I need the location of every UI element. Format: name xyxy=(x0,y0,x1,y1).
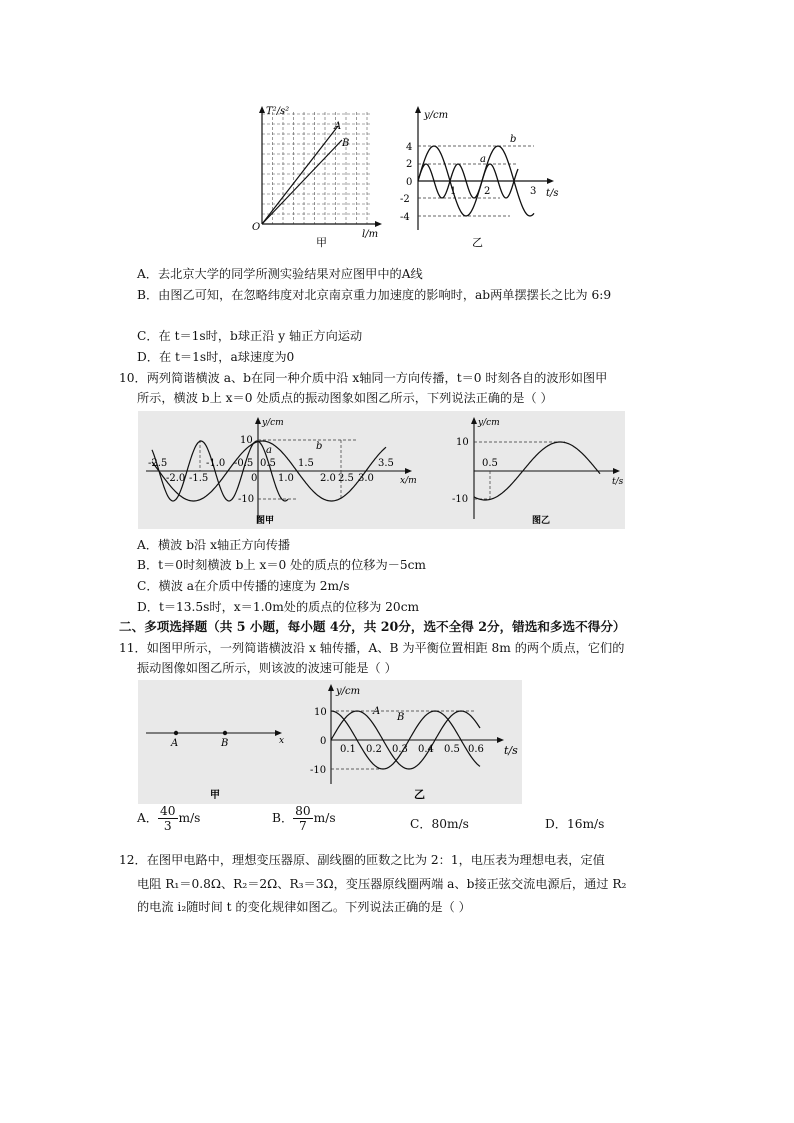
q10-option-d: D．t＝13.5s时，x＝1.0m处的质点的位移为 20cm xyxy=(137,600,420,614)
caption: 图乙 xyxy=(532,516,551,526)
x-tick-0.5: 0.5 xyxy=(482,458,498,469)
x-arrow xyxy=(497,737,504,743)
q10-stem-line1: 10．两列简谐横波 a、b在同一种介质中沿 x轴同一方向传播，t＝0 时刻各自的波形如图甲 xyxy=(119,371,608,385)
denominator: 7 xyxy=(299,819,307,833)
y-tick-m10: -10 xyxy=(452,494,469,505)
y-arrow xyxy=(259,106,265,113)
q11-option-c: C．80m/s xyxy=(410,817,469,831)
curve-a-label: A xyxy=(373,706,381,717)
q11-stem-line2: 振动图像如图乙所示，则该波的波速可能是（ ） xyxy=(137,661,397,675)
x-label: x xyxy=(279,736,285,746)
point-a xyxy=(174,731,178,735)
q10-wave-graph-jia xyxy=(138,411,428,529)
q11-option-a xyxy=(137,804,200,833)
option-letter: A． xyxy=(137,811,158,825)
tick-y-0: 0 xyxy=(406,177,413,188)
x-arrow xyxy=(405,468,412,474)
x-tick-m2.0: -2.0 xyxy=(166,473,186,484)
wave-b-label: b xyxy=(316,441,323,452)
tick-x-2: 2 xyxy=(484,186,491,197)
tick-y-4: 4 xyxy=(406,142,413,153)
numerator: 80 xyxy=(295,804,311,818)
x-tick-0.3: 0.3 xyxy=(392,744,408,755)
q12-stem-line2: 电阻 R₁＝0.8Ω、R₂＝2Ω、R₃＝3Ω，变压器原线圈两端 a、b接正弦交流电源后，通过 R₂ xyxy=(137,877,627,891)
x-tick-3.0: 3.0 xyxy=(358,473,374,484)
tick-x-1: 1 xyxy=(450,186,457,197)
q9-option-d: D．在 t＝1s时，a球速度为0 xyxy=(137,350,295,364)
denominator: 3 xyxy=(163,819,172,833)
tick-y-2: 2 xyxy=(406,159,413,170)
wave-a-label: a xyxy=(266,445,272,456)
y-arrow xyxy=(415,106,421,113)
q9-option-c: C．在 t＝1s时，b球正沿 y 轴正方向运动 xyxy=(137,329,363,343)
fraction xyxy=(158,804,178,833)
tick-x-3: 3 xyxy=(530,186,537,197)
q11-option-d: D．16m/s xyxy=(545,817,605,831)
x-tick-3.5: 3.5 xyxy=(378,458,394,469)
x-tick-2.5: 2.5 xyxy=(338,473,354,484)
y-label: y/cm xyxy=(336,686,361,697)
x-arrow xyxy=(613,468,620,474)
numerator: 40 xyxy=(160,804,176,818)
q10-option-b: B．t＝0时刻横波 b上 x＝0 处的质点的位移为－5cm xyxy=(137,558,426,572)
oscillation-graph-yi xyxy=(400,104,560,249)
y-tick-0: 0 xyxy=(320,736,327,747)
q11-position-graph-jia xyxy=(138,680,308,804)
x-label: t/s xyxy=(546,188,559,199)
line-b-label: B xyxy=(342,138,350,149)
curve-b-label: B xyxy=(397,712,405,723)
x-tick-1.5: 1.5 xyxy=(298,458,314,469)
q10-option-a: A．横波 b沿 x轴正方向传播 xyxy=(137,538,291,552)
line-a-label: A xyxy=(334,121,342,132)
line-b xyxy=(262,140,342,224)
x-tick-m2.5: -2.5 xyxy=(148,458,168,469)
x-tick-0.4: 0.4 xyxy=(418,744,434,755)
q11-vibration-graph-yi xyxy=(300,680,530,804)
x-tick-0.5: 0.5 xyxy=(444,744,460,755)
q10-stem-line2: 所示，横波 b上 x＝0 处质点的振动图象如图乙所示，下列说法正确的是（ ） xyxy=(137,391,553,405)
curve-b-label: b xyxy=(510,134,517,145)
y-tick-10: 10 xyxy=(314,707,327,718)
q10-vibration-graph-yi xyxy=(440,411,630,529)
caption: 乙 xyxy=(414,788,425,801)
curve-a-label: a xyxy=(480,154,486,165)
fraction xyxy=(293,804,313,833)
x-tick-0.2: 0.2 xyxy=(366,744,382,755)
x-tick-m0.5: -0.5 xyxy=(234,458,254,469)
x-tick-2.0: 2.0 xyxy=(320,473,336,484)
y-arrow xyxy=(328,684,334,691)
x-tick-0.1: 0.1 xyxy=(340,744,356,755)
y-tick-m10: -10 xyxy=(238,494,255,505)
y-label: y/cm xyxy=(478,418,500,428)
x-tick-m1.5: -1.5 xyxy=(189,473,209,484)
q9-option-a: A．去北京大学的同学所测实验结果对应图甲中的A线 xyxy=(137,267,423,281)
unit: m/s xyxy=(313,811,336,825)
q12-stem-line1: 12．在图甲电路中，理想变压器原、副线圈的匝数之比为 2：1，电压表为理想电表，定值 xyxy=(119,853,605,867)
tick-y-m4: -4 xyxy=(400,212,410,223)
caption: 甲 xyxy=(316,236,327,249)
pendulum-graph-jia xyxy=(250,104,420,249)
caption: 图甲 xyxy=(256,516,275,526)
point-a-label: A xyxy=(171,738,179,749)
y-tick-10: 10 xyxy=(456,437,469,448)
y-tick-10: 10 xyxy=(240,435,253,446)
x-tick-1.0: 1.0 xyxy=(278,473,294,484)
tick-y-m2: -2 xyxy=(400,194,410,205)
line-a xyxy=(262,126,338,224)
point-b xyxy=(223,731,227,735)
y-arrow xyxy=(471,417,477,424)
x-label: t/s xyxy=(504,744,518,757)
x-arrow xyxy=(375,221,382,227)
x-tick-m1.0: -1.0 xyxy=(206,458,226,469)
x-arrow xyxy=(547,178,554,184)
q9-option-b: B．由图乙可知，在忽略纬度对北京南京重力加速度的影响时，ab两单摆摆长之比为 6:9 xyxy=(137,288,612,302)
q11-option-b xyxy=(272,804,336,833)
q11-stem-line1: 11．如图甲所示，一列简谐横波沿 x 轴传播，A、B 为平衡位置相距 8m 的两个质点，它们的 xyxy=(119,641,625,655)
y-tick-m10: -10 xyxy=(310,765,327,776)
q10-option-c: C．横波 a在介质中传播的速度为 2m/s xyxy=(137,579,350,593)
x-label: l/m xyxy=(362,229,379,240)
section-2-heading: 二、多项选择题（共 5 小题，每小题 4分，共 20分，选不全得 2分，错选和多选不得分） xyxy=(119,619,626,634)
y-label: T²/s² xyxy=(266,106,290,117)
option-letter: B． xyxy=(272,811,294,825)
x-label: x/m xyxy=(400,476,417,486)
caption: 甲 xyxy=(210,790,220,801)
origin-label: O xyxy=(252,222,261,233)
y-label: y/cm xyxy=(262,418,284,428)
point-b-label: B xyxy=(221,738,229,749)
x-tick-0.6: 0.6 xyxy=(468,744,484,755)
unit: m/s xyxy=(178,811,201,825)
q12-stem-line3: 的电流 i₂随时间 t 的变化规律如图乙。下列说法正确的是（ ） xyxy=(137,900,471,914)
x-label: t/s xyxy=(612,477,624,487)
y-arrow xyxy=(255,417,261,424)
x-tick-0.5: 0.5 xyxy=(260,458,276,469)
y-label: y/cm xyxy=(424,110,449,121)
x-tick-0: 0 xyxy=(251,473,258,484)
caption: 乙 xyxy=(472,236,483,249)
